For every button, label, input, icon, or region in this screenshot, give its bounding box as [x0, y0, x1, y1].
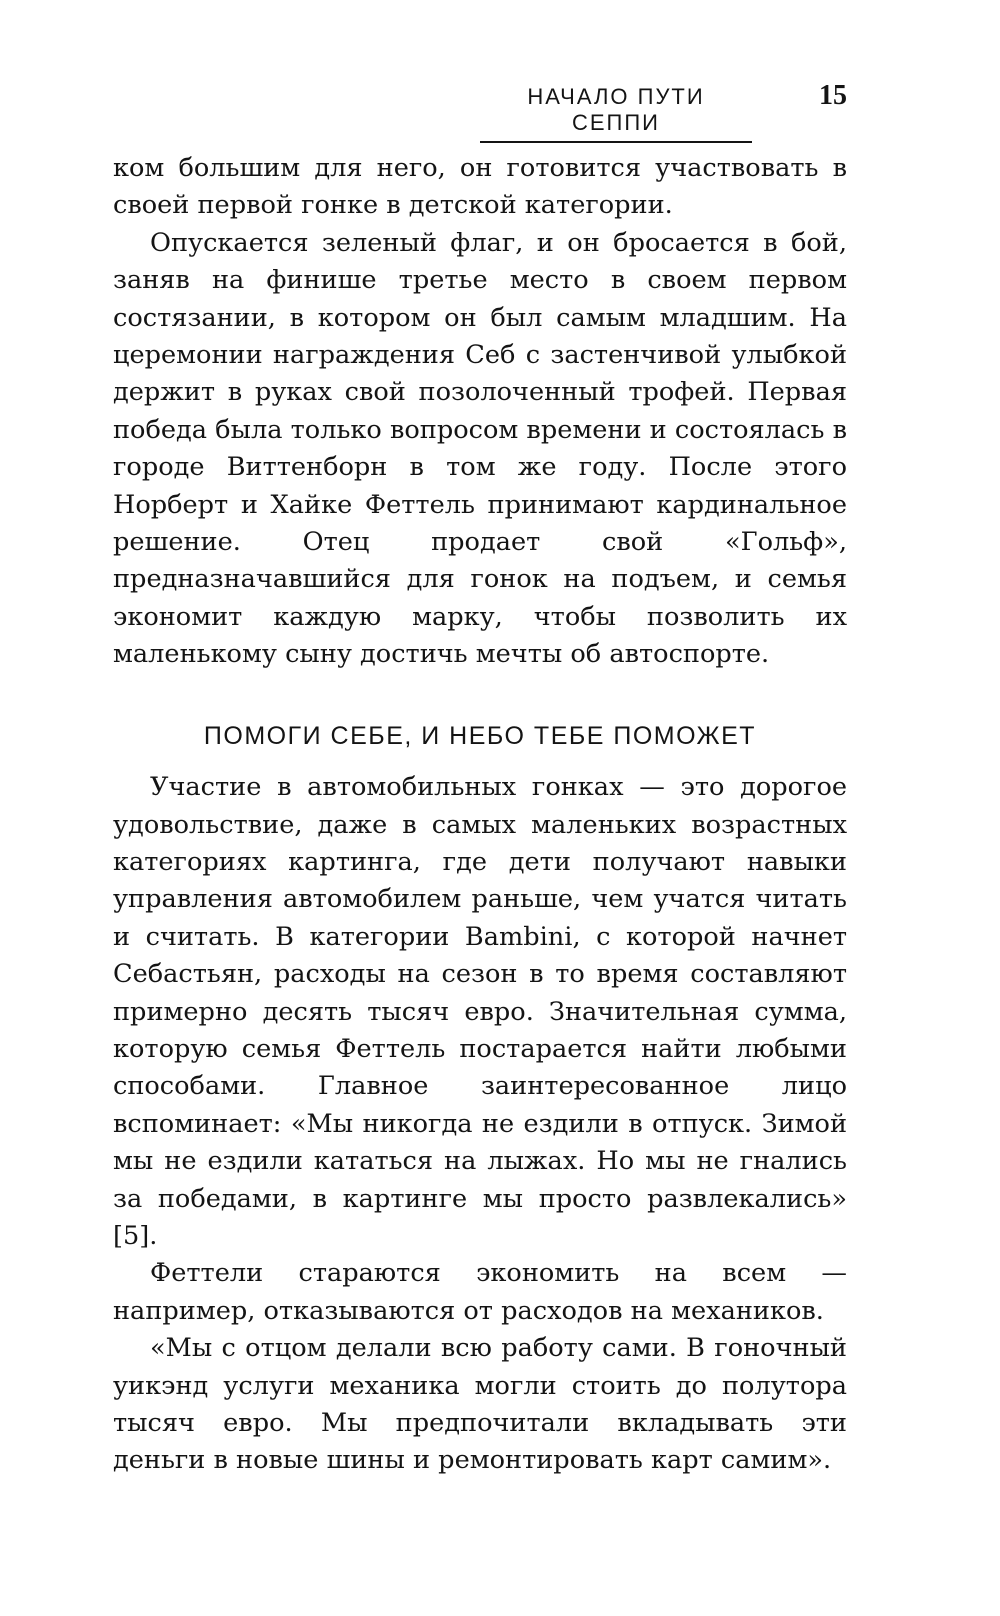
paragraph: ком большим для него, он готовится участвовать в своей первой гонке в детской категории. [113, 153, 847, 221]
paragraph: Опускается зеленый флаг, и он бросается в бой, заняв на финише третье место в своем первом состязании, в котором он был самым младшим. На церемонии награждения Себ с застенчивой улыбкой держит в руках свой позолоченный трофей. Первая победа была только вопросом времени и состоялась в городе Виттенборн в том же году. После этого Норберт и Хайке Феттель принимают кардинальное решение. Отец продает свой «Гольф», предназначавшийся для гонок на подъем, и семья экономит каждую марку, чтобы позволить их маленькому сыну достичь мечты об автоспорте. [113, 227, 847, 670]
section-heading: ПОМОГИ СЕБЕ, И НЕБО ТЕБЕ ПОМОЖЕТ [203, 721, 757, 750]
paragraph: Участие в автомобильных гонках — это дорогое удовольствие, даже в самых маленьких возрастных категориях картинга, где дети получают навыки управления автомобилем раньше, чем учатся читать и считать. В категории Bambini, с которой начнет Себастьян, расходы на сезон в то время составляют примерно десять тысяч евро. Значительная сумма, которую семья Феттель постарается найти любыми способами. Главное заинтересованное лицо вспоминает: «Мы никогда не ездили в отпуск. Зимой мы не ездили кататься на лыжах. Но мы не гнались за победами, в картинге мы просто развлекались» [5]. [113, 772, 847, 1251]
running-head [480, 80, 847, 135]
running-title: НАЧАЛО ПУТИ СЕППИ [480, 84, 752, 143]
body-text [113, 150, 847, 1480]
paragraph: «Мы с отцом делали всю работу сами. В гоночный уикэнд услуги механика могли стоить до полутора тысяч евро. Мы предпочитали вкладывать эти деньги в новые шины и ремонтировать карт самим». [113, 1333, 847, 1476]
page-number: 15 [819, 80, 847, 111]
paragraph: Феттели стараются экономить на всем — например, отказываются от расходов на механиков. [113, 1258, 847, 1326]
